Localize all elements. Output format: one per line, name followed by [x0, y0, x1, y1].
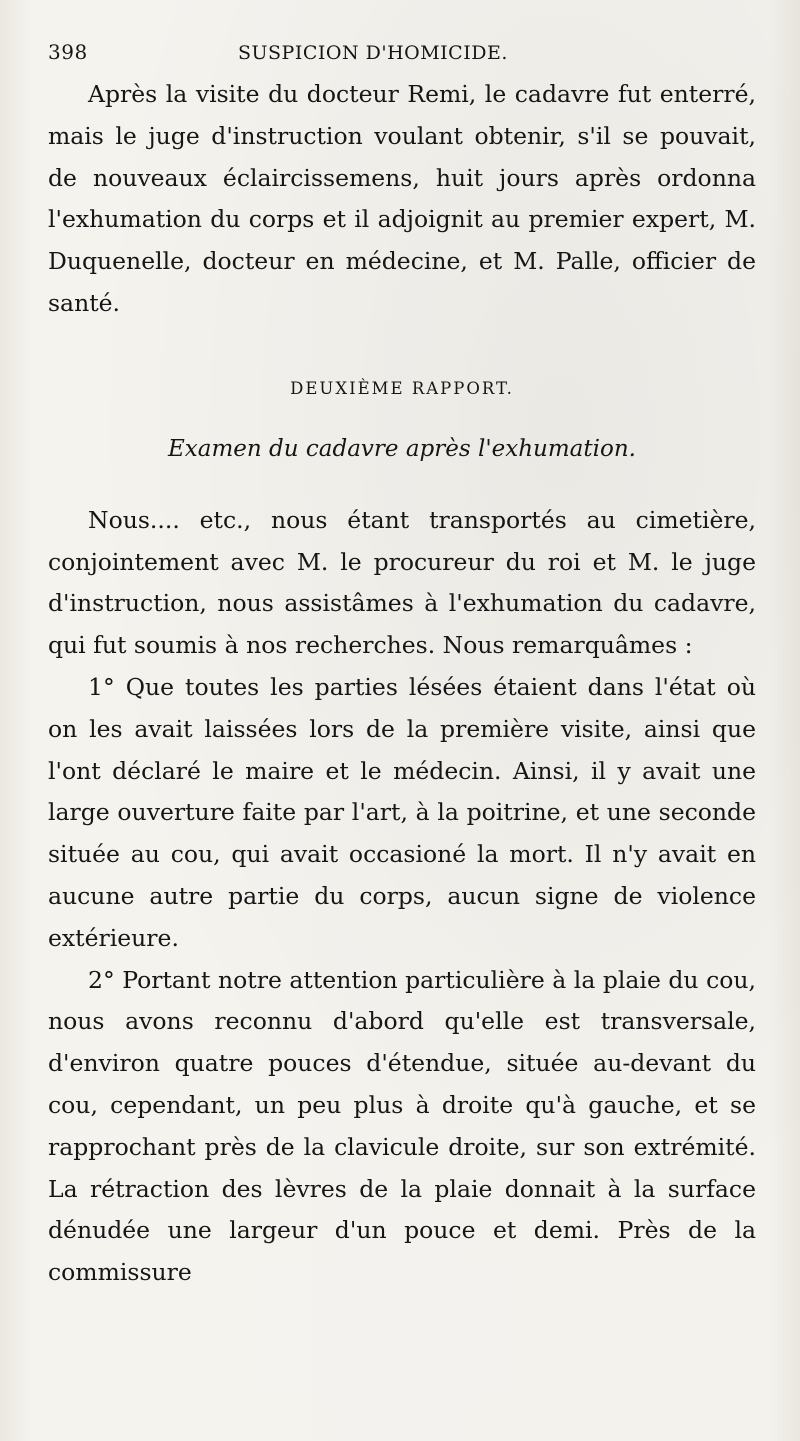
body-paragraph-2: 1° Que toutes les parties lésées étaient dans l'état où on les avait laissées lors de la première visite, ainsi que l'ont déclaré le maire et le médecin. Ainsi, il y avait une large ouverture faite par l'art, à la poitrine, et une seconde située au cou, qui avait occasioné la mort. Il n'y avait en aucune autre partie du corps, aucun signe de violence extérieure.	[48, 672, 756, 952]
section-title: DEUXIÈME RAPPORT.	[290, 378, 514, 398]
page-number: 398	[48, 40, 88, 64]
running-title: SUSPICION D'HOMICIDE.	[238, 42, 508, 64]
intro-paragraph: Après la visite du docteur Remi, le cadavre fut enterré, mais le juge d'instruction voulant obtenir, s'il se pouvait, de nouveaux éclaircissemens, huit jours après ordonna l'exhumation du corps et il adjoignit au premier expert, M. Duquenelle, docteur en médecine, et M. Palle, officier de santé.	[48, 80, 756, 317]
page-header	[48, 40, 756, 64]
section-subtitle: Examen du cadavre après l'exhumation.	[168, 435, 636, 462]
body-paragraph-3: 2° Portant notre attention particulière à la plaie du cou, nous avons reconnu d'abord qu'elle est transversale, d'environ quatre pouces d'étendue, située au-devant du cou, cependant, un peu plus à droite qu'à gauche, et se rapprochant près de la clavicule droite, sur son extrémité. La rétraction des lèvres de la plaie donnait à la surface dénudée une largeur d'un pouce et demi. Près de la commissure	[48, 965, 756, 1287]
body-paragraph-1: Nous.... etc., nous étant transportés au cimetière, conjointement avec M. le procureur du roi et M. le juge d'instruction, nous assistâmes à l'exhumation du cadavre, qui fut soumis à nos recherches. Nous remarquâmes :	[48, 505, 756, 660]
